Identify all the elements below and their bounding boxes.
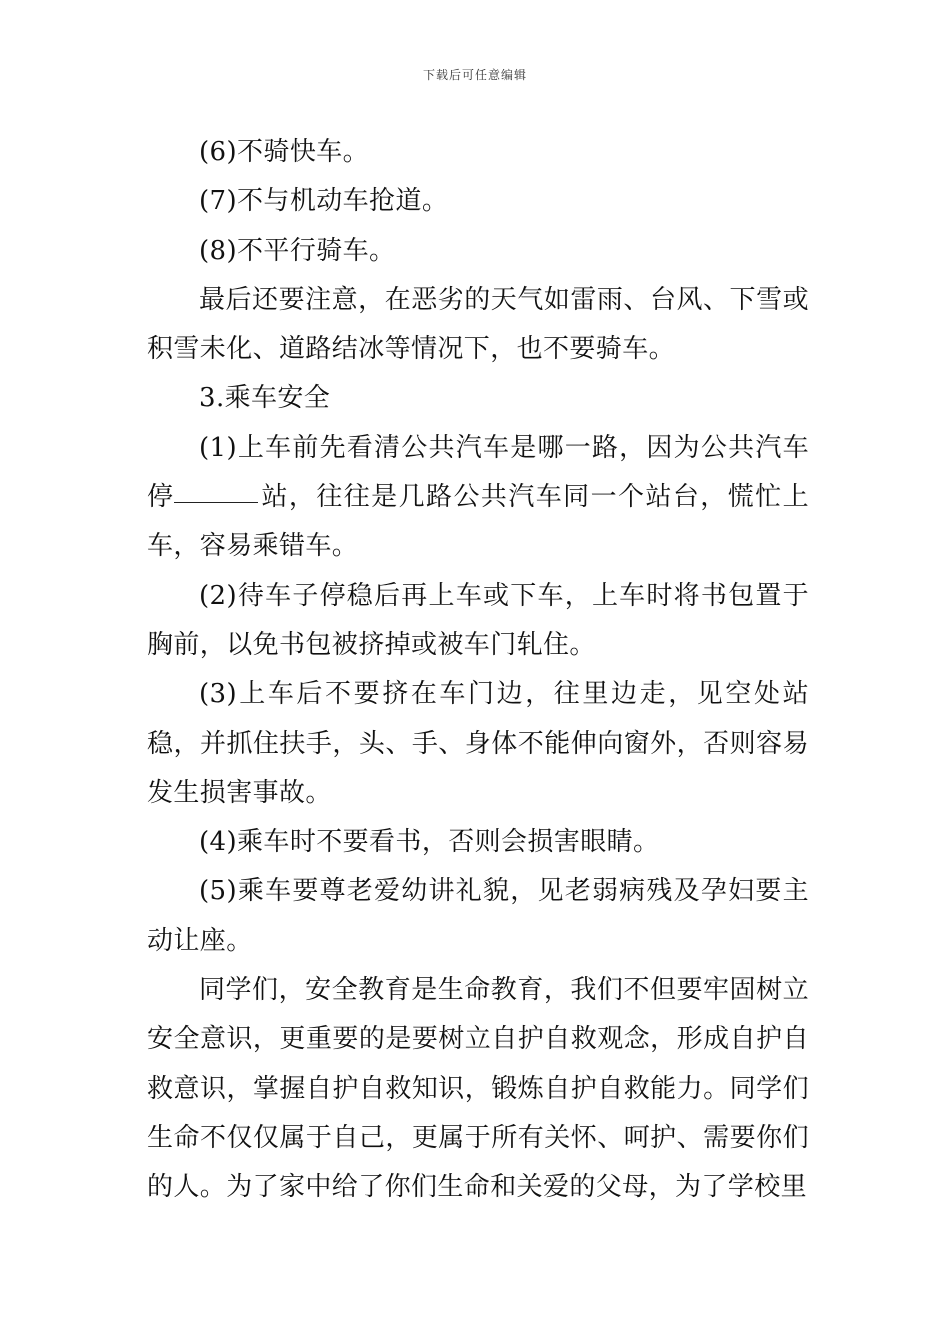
closing-paragraph: 同学们，安全教育是生命教育，我们不但要牢固树立安全意识，更重要的是要树立自护自救观念，形成自护自救意识，掌握自护自救知识，锻炼自护自救能力。同学们生命不仅仅属于自己，更属于所有关怀、呵护、需要你们的人。为了家中给了你们生命和关爱的父母，为了学校里: [147, 975, 809, 1203]
rule-7: (7)不与机动车抢道。: [199, 186, 449, 217]
weather-warning-paragraph: 最后还要注意，在恶劣的天气如雷雨、台风、下雪或积雪未化、道路结冰等情况下，也不要骑车。: [147, 284, 809, 365]
ride-rule-1-part-2: 站，往往是几路公共汽车同一个站台，慌忙上车，容易乘错车。: [147, 482, 809, 562]
ride-rule-4: (4)乘车时不要看书，否则会损害眼睛。: [199, 827, 660, 858]
page-header: 下载后可任意编辑: [422, 68, 527, 82]
section-heading-riding-safety: 3.乘车安全: [199, 383, 331, 414]
ride-rule-2: (2)待车子停稳后再上车或下车，上车时将书包置于胸前，以免书包被挤掉或被车门轧住。: [147, 580, 809, 660]
rule-8: (8)不平行骑车。: [199, 235, 396, 266]
document-body: [147, 128, 809, 1213]
ride-rule-3: (3)上车后不要挤在车门边，往里边走，见空处站稳，并抓住扶手，头、手、身体不能伸向窗外，否则容易发生损害事故。: [147, 679, 809, 808]
rule-6: (6)不骑快车。: [199, 137, 370, 167]
ride-rule-1-part-1: (1)上车前先看清公共汽车是哪一路，因为公共汽车停: [147, 432, 809, 513]
fill-in-blank: [174, 501, 258, 503]
ride-rule-5: (5)乘车要尊老爱幼讲礼貌，见老弱病残及孕妇要主动让座。: [147, 876, 809, 956]
ride-rule-1: [147, 424, 809, 572]
